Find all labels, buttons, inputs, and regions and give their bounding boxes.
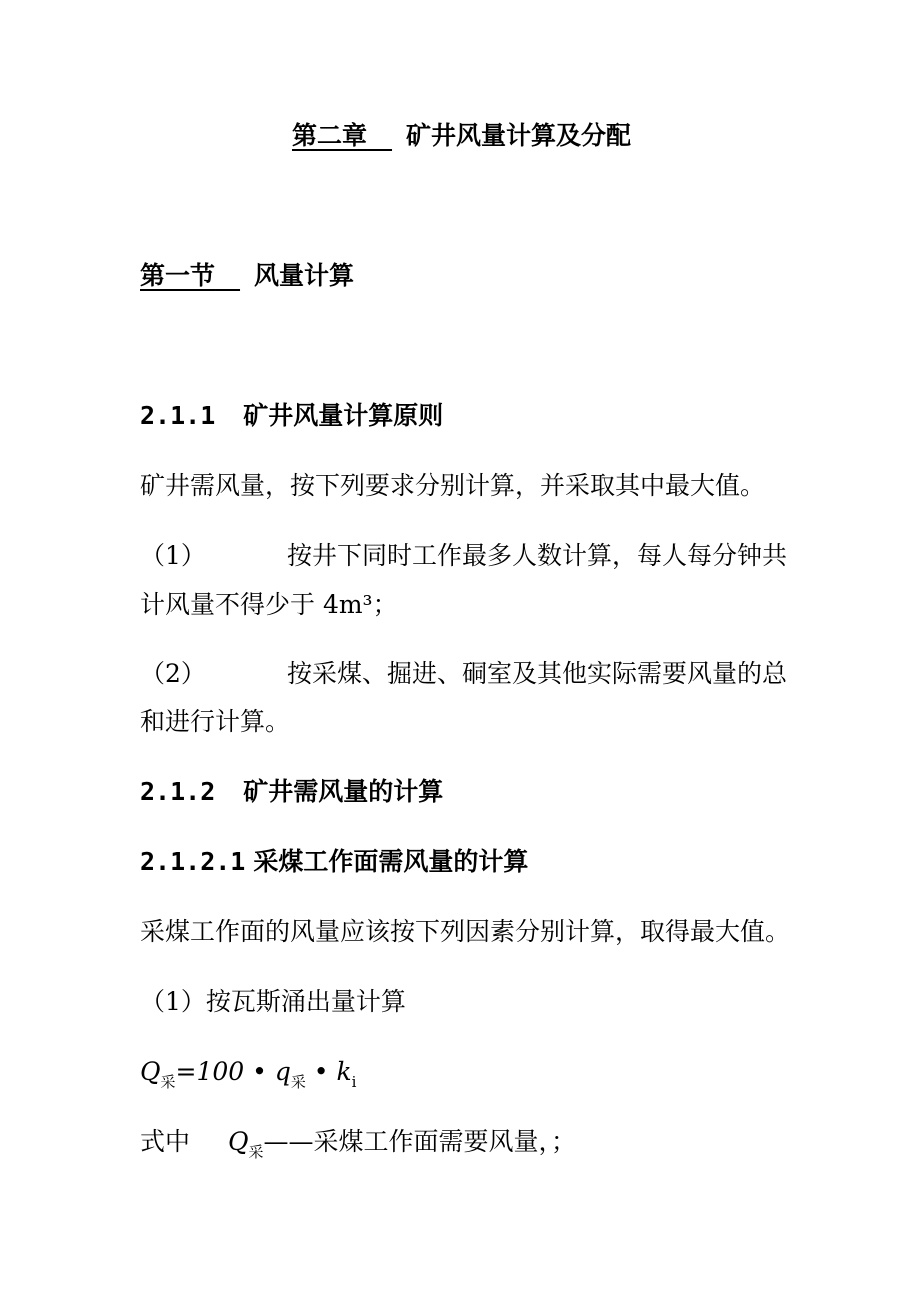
definition-sub-cai: 采 <box>248 1143 264 1161</box>
section-gap <box>215 261 240 290</box>
heading-2-1-2-1 <box>140 846 528 878</box>
paragraph-intro: 矿井需风量，按下列要求分别计算，并采取其中最大值。 <box>140 471 766 500</box>
heading-title: 采煤工作面需风量的计算 <box>253 847 529 876</box>
formula-sub-i: i <box>351 1073 357 1091</box>
list-item-2-line1: 按采煤、掘进、硐室及其他实际需要风量的总 <box>287 659 788 688</box>
heading-number: 2.1.1 <box>140 401 216 430</box>
definition-text: ——采煤工作面需要风量，； <box>263 1127 577 1156</box>
heading-title: 矿井风量计算原则 <box>243 401 444 430</box>
formula-eq: =100 <box>175 1057 245 1086</box>
formula <box>140 1056 356 1098</box>
heading-title: 矿井需风量的计算 <box>243 777 444 806</box>
formula-q: q <box>274 1057 291 1086</box>
chapter-heading <box>292 120 631 152</box>
definition-line <box>140 1126 576 1168</box>
list-item-2-line2: 和进行计算。 <box>140 707 291 736</box>
paragraph-gas: （1）按瓦斯涌出量计算 <box>140 987 406 1016</box>
chapter-gap <box>367 121 392 150</box>
formula-sub-cai: 采 <box>160 1073 176 1091</box>
definition-Q: Q <box>228 1127 249 1156</box>
heading-number: 2.1.2.1 <box>140 847 246 876</box>
definition-label: 式中 <box>140 1127 191 1156</box>
formula-k: k <box>336 1057 352 1086</box>
list-item-number: （2） <box>140 659 206 688</box>
formula-dot-2: • <box>305 1057 337 1086</box>
paragraph-face: 采煤工作面的风量应该按下列因素分别计算，取得最大值。 <box>140 917 791 946</box>
heading-2-1-1 <box>140 400 443 432</box>
formula-sub-cai-2: 采 <box>290 1073 306 1091</box>
chapter-number: 第二章 <box>292 121 368 150</box>
section-heading <box>140 260 354 292</box>
heading-number: 2.1.2 <box>140 777 216 806</box>
formula-Q: Q <box>140 1057 161 1086</box>
list-item-1-line2: 计风量不得少于 4m³； <box>140 590 398 619</box>
chapter-title: 矿井风量计算及分配 <box>406 121 632 150</box>
section-title: 风量计算 <box>254 261 355 290</box>
formula-dot: • <box>244 1057 275 1086</box>
list-item-number: （1） <box>140 541 206 570</box>
section-number: 第一节 <box>140 261 216 290</box>
list-item-1-line1: 按井下同时工作最多人数计算，每人每分钟共 <box>287 541 788 570</box>
list-item-1 <box>140 540 206 572</box>
list-item-2 <box>140 658 206 690</box>
heading-2-1-2 <box>140 776 443 808</box>
